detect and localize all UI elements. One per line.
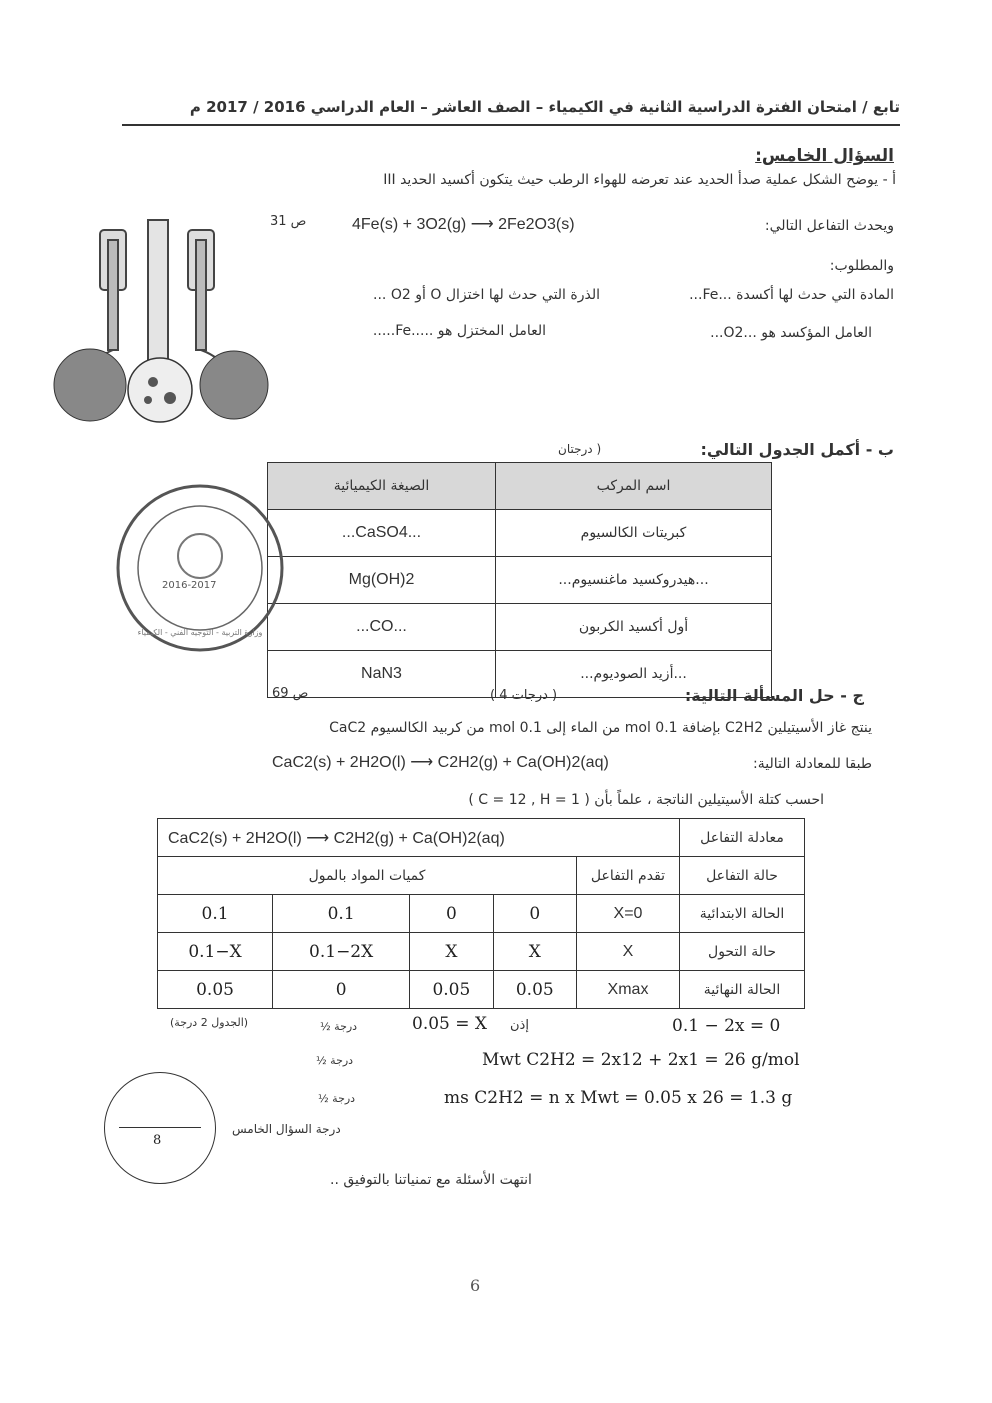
required-label: والمطلوب: — [829, 258, 894, 274]
score-label: درجة السؤال الخامس — [232, 1122, 341, 1136]
amount-cell: 0 — [410, 895, 493, 933]
work-line-1-mid: إذن — [510, 1018, 529, 1033]
progress-cell: X=0 — [577, 895, 680, 933]
formula-cell: NaN3 — [268, 651, 496, 698]
amounts-label: كميات المواد بالمول — [158, 857, 577, 895]
state-cell: الحالة الابتدائية — [680, 895, 805, 933]
work-line-3: ms C2H2 = n x Mwt = 0.05 x 26 = 1.3 g — [444, 1088, 793, 1108]
amount-cell: 0.05 — [158, 971, 273, 1009]
table-marks: (الجدول 2 درجة) — [170, 1016, 249, 1029]
work-line-3-marks: ½ درجة — [318, 1092, 356, 1105]
closing-text: انتهت الأسئلة مع تمنياتنا بالتوفيق .. — [330, 1172, 532, 1188]
problem-line-1: ينتج غاز الأسيتيلين C2H2 بإضافة 0.1 mol من الماء إلى 0.1 mol من كربيد الكالسيوم CaC2 — [329, 720, 872, 736]
name-cell: ...أزيد الصوديوم... — [496, 651, 772, 698]
score-divider — [119, 1127, 201, 1128]
amount-cell: 0.05 — [410, 971, 493, 1009]
amount-cell: 0 — [273, 971, 410, 1009]
stamp-text: وزارة التربية - التوجيه الفني - الكيمياء — [137, 628, 263, 637]
problem-line-3: احسب كتلة الأسيتيلين الناتجة ، علماً بأن ( C = 12 , H = 1 ) — [468, 792, 824, 808]
progress-cell: Xmax — [577, 971, 680, 1009]
state-cell: حالة التحول — [680, 933, 805, 971]
name-cell: أول أكسيد الكربون — [496, 604, 772, 651]
header-divider — [122, 124, 900, 126]
amount-cell: 0.1 — [273, 895, 410, 933]
equation-label: معادلة التفاعل — [680, 819, 805, 857]
rust-equation: 4Fe(s) + 3O2(g) ⟶ 2Fe2O3(s) — [352, 216, 575, 233]
amount-cell: 0 — [493, 895, 576, 933]
progress-label: تقدم التفاعل — [577, 857, 680, 895]
work-line-1: 0.1 − 2x = 0 — [672, 1016, 781, 1036]
name-cell: ...هيدروكسيد ماغنسيوم... — [496, 557, 772, 604]
work-line-2-marks: ½ درجة — [316, 1054, 354, 1067]
problem-line-2-label: طبقا للمعادلة التالية: — [753, 756, 872, 772]
question-title: السؤال الخامس: — [755, 146, 894, 166]
header-name: اسم المركب — [496, 463, 772, 510]
state-label: حالة التفاعل — [680, 857, 805, 895]
part-c-marks: ( 4 درجات ) — [490, 688, 558, 703]
work-line-1-marks: ½ درجة — [320, 1020, 358, 1033]
solution-flask-icon — [54, 349, 126, 421]
official-stamp — [110, 478, 290, 658]
amount-cell: 0.1 — [158, 895, 273, 933]
work-line-2: Mwt C2H2 = 2x12 + 2x1 = 26 g/mol — [482, 1050, 800, 1070]
answer-reduced: الذرة التي حدث لها اختزال O أو O2 ... — [373, 287, 600, 303]
answer-oxidized: المادة التي حدث لها أكسدة ...Fe... — [689, 287, 894, 303]
reaction-label: ويحدث التفاعل التالي: — [764, 218, 894, 234]
header-formula: الصيغة الكيميائية — [268, 463, 496, 510]
part-b-marks: درجتان ) — [558, 442, 602, 456]
score-circle — [104, 1072, 216, 1184]
page-number: 6 — [470, 1276, 481, 1295]
formula-cell: ...CO... — [268, 604, 496, 651]
formula-cell: ...CaSO4... — [268, 510, 496, 557]
amount-cell: 0.1−2X — [273, 933, 410, 971]
stamp-year: 2016-2017 — [162, 580, 217, 591]
exam-header: تابع / امتحان الفترة الدراسية الثانية في الكيمياء – الصف العاشر – العام الدراسي 2016 / 2017 م — [189, 98, 900, 116]
amount-cell: X — [493, 933, 576, 971]
table-equation: CaC2(s) + 2H2O(l) ⟶ C2H2(g) + Ca(OH)2(aq) — [158, 819, 680, 857]
reaction-progress-table — [157, 818, 805, 1009]
problem-equation: CaC2(s) + 2H2O(l) ⟶ C2H2(g) + Ca(OH)2(aq) — [272, 754, 609, 771]
amount-cell: 0.1−X — [158, 933, 273, 971]
score-value: 8 — [153, 1133, 162, 1148]
answer-oxidizing-agent: العامل المؤكسد هو ...O2... — [710, 325, 872, 341]
dry-flask-icon — [128, 358, 192, 422]
part-b-title: ب - أكمل الجدول التالي: — [700, 440, 894, 459]
water-flask-icon — [200, 351, 268, 419]
page-ref-69: ص 69 — [272, 686, 309, 701]
state-cell: الحالة النهائية — [680, 971, 805, 1009]
part-c-title: ج - حل المسألة التالية: — [684, 686, 864, 705]
name-cell: كبريتات الكالسيوم — [496, 510, 772, 557]
amount-cell: 0.05 — [493, 971, 576, 1009]
formula-cell: Mg(OH)2 — [268, 557, 496, 604]
amount-cell: X — [410, 933, 493, 971]
progress-cell: X — [577, 933, 680, 971]
rust-illustration — [48, 210, 288, 430]
answer-reducing-agent: العامل المختزل هو .....Fe..... — [372, 323, 546, 339]
work-line-1b: 0.05 = X — [412, 1014, 488, 1034]
compounds-table — [267, 462, 772, 698]
part-a-intro: أ - يوضح الشكل عملية صدأ الحديد عند تعرضه للهواء الرطب حيث يتكون أكسيد الحديد III — [383, 172, 896, 188]
page-ref-31: ص 31 — [270, 214, 307, 229]
